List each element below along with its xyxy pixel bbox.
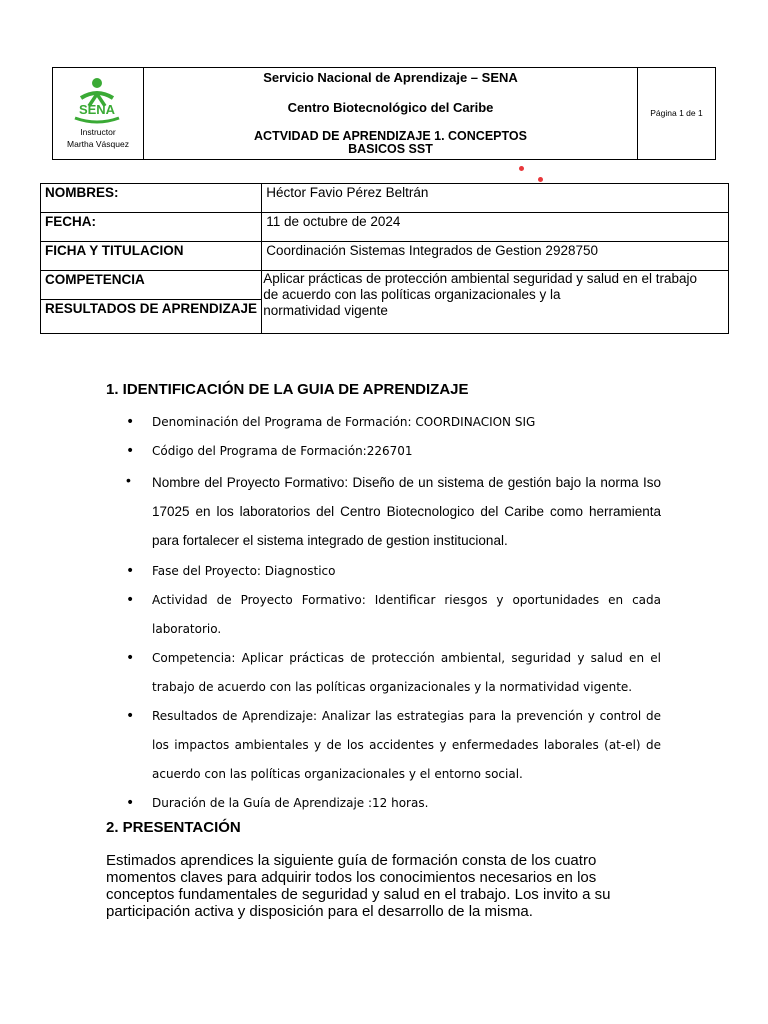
resultados-label: RESULTADOS DE APRENDIZAJE [41, 300, 262, 334]
red-dot-marker [519, 166, 524, 171]
logo-text: SENA [78, 102, 116, 117]
list-item: • Duración de la Guía de Aprendizaje :12 horas. [106, 789, 661, 818]
list-item: • Actividad de Proyecto Formativo: Identificar riesgos y oportunidades en cada laboratorio. [106, 586, 661, 644]
table-row [41, 271, 729, 300]
competencia-label: COMPETENCIA [41, 271, 262, 300]
list-item: • Denominación del Programa de Formación: COORDINACION SIG [106, 408, 661, 437]
table-row [41, 242, 729, 271]
sena-logo [67, 76, 127, 128]
competencia-line: Aplicar prácticas de protección ambiental seguridad y salud en el trabajo [263, 271, 698, 286]
activity-title [144, 130, 637, 156]
center-name: Centro Biotecnológico del Caribe [287, 100, 494, 115]
section2-title: 2. PRESENTACIÓN [106, 819, 241, 836]
instructor-name: Martha Vásquez [67, 139, 129, 149]
presentation-paragraph: Estimados aprendices la siguiente guía de formación consta de los cuatro momentos claves para adquirir todos los conocimientos necesarios en los conceptos fundamentales de seguridad y salud en el trabajo. Los invito a su participación activa y disposición para el desarrollo de la misma. [106, 852, 611, 920]
nombres-value: Héctor Favio Pérez Beltrán [262, 184, 729, 213]
header-title-cell [144, 68, 637, 159]
activity-title-line2: BASICOS SST [348, 142, 433, 156]
competencia-line: normatividad vigente [263, 303, 388, 318]
institution-name: Servicio Nacional de Aprendizaje – SENA [263, 70, 518, 85]
student-info-table [40, 183, 729, 334]
instructor-info [53, 126, 143, 150]
competencia-line: de acuerdo con las políticas organizacionales y la [263, 287, 561, 302]
list-item: • Competencia: Aplicar prácticas de protección ambiental, seguridad y salud en el trabajo de acuerdo con las políticas organizacionales y la normatividad vigente. [106, 644, 661, 702]
logo-cell [53, 68, 144, 159]
guide-identification-list [106, 408, 661, 818]
red-dot-marker [538, 177, 543, 182]
nombres-label: NOMBRES: [41, 184, 262, 213]
list-item: • Código del Programa de Formación:226701 [106, 437, 661, 466]
ficha-value: Coordinación Sistemas Integrados de Gestion 2928750 [262, 242, 729, 271]
table-row [41, 184, 729, 213]
table-row [41, 213, 729, 242]
list-item: • Fase del Proyecto: Diagnostico [106, 557, 661, 586]
page-number: Página 1 de 1 [650, 108, 703, 118]
activity-title-line1: ACTVIDAD DE APRENDIZAJE 1. CONCEPTOS [254, 129, 527, 143]
fecha-value: 11 de octubre de 2024 [262, 213, 729, 242]
instructor-label: Instructor [80, 127, 116, 137]
fecha-label: FECHA: [41, 213, 262, 242]
ficha-label: FICHA Y TITULACION [41, 242, 262, 271]
section1-title: 1. IDENTIFICACIÓN DE LA GUIA DE APRENDIZAJE [106, 381, 469, 398]
competencia-value [262, 271, 729, 334]
page-number-cell [637, 68, 715, 159]
list-item: • Nombre del Proyecto Formativo: Diseño de un sistema de gestión bajo la norma Iso 17025 en los laboratorios del Centro Biotecnologico del Caribe como herramienta para fortalecer el sistema integrado de gestion institucional. [106, 466, 661, 557]
list-item: • Resultados de Aprendizaje: Analizar las estrategias para la prevención y control de los impactos ambientales y de los accidentes y enfermedades laborales (at-el) de acuerdo con las políticas organizacionales y el entorno social. [106, 702, 661, 789]
document-header [52, 67, 716, 160]
